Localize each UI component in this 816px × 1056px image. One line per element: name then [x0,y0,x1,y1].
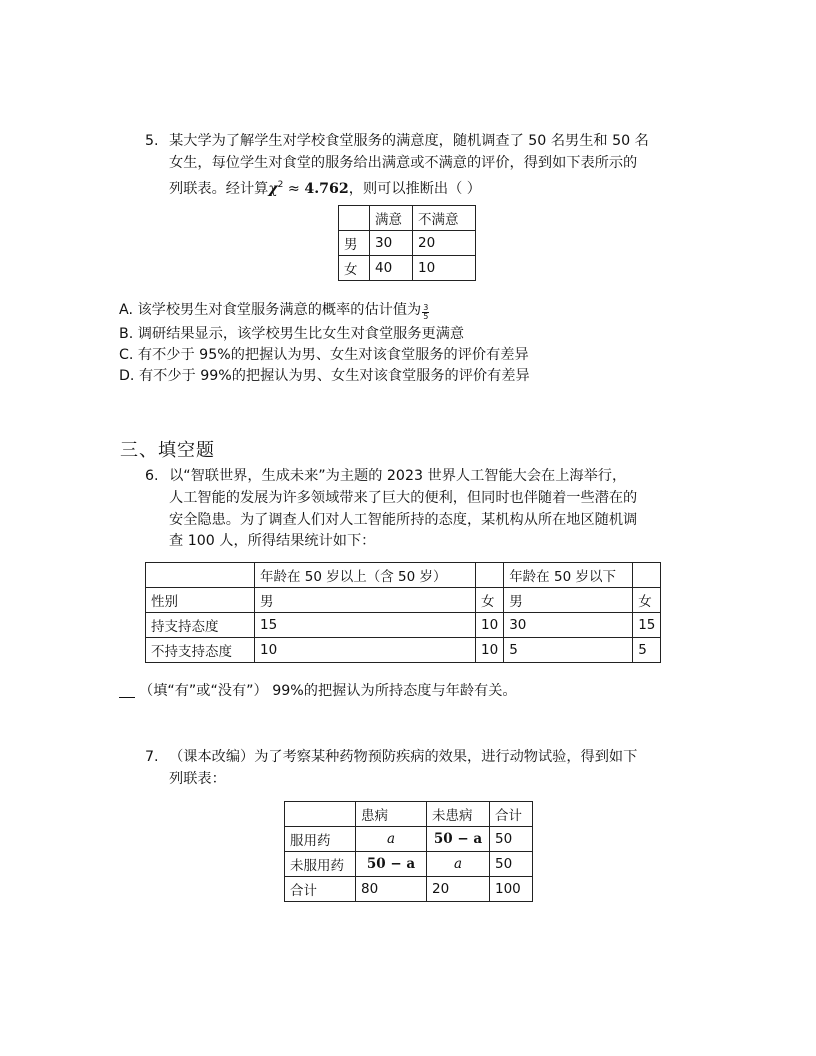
q5-option-c: C. 有不少于 95%的把握认为男、女生对该食堂服务的评价有差异 [119,347,529,363]
q6-answer-line [119,681,517,701]
table-cell: 女 [476,588,504,613]
table-cell: 10 [476,613,504,638]
table-header-cell: 患病 [356,802,427,827]
table-header-cell: 未患病 [427,802,490,827]
table-cell: 5 [504,638,633,663]
table-cell: 20 [427,877,490,902]
table-row [339,256,476,281]
q7-text-1: （课本改编）为了考察某种药物预防疾病的效果，进行动物试验，得到如下 [169,749,638,765]
table-cell [476,563,504,588]
table-row [146,563,661,588]
table-cell: 30 [370,231,413,256]
table-cell: 男 [255,588,476,613]
table-header-cell: 年龄在 50 岁以下 [504,563,633,588]
table-row [339,231,476,256]
q5-text-1: 某大学为了解学生对学校食堂服务的满意度，随机调查了 50 名男生和 50 名 [169,133,649,149]
table-cell: 40 [370,256,413,281]
table-cell: a [427,852,490,877]
q5-stem-line-2: 女生，每位学生对食堂的服务给出满意或不满意的评价，得到如下表所示的 [169,155,638,171]
table-cell [633,563,661,588]
q7-stem-line-1 [145,747,637,767]
table-cell: 女 [633,588,661,613]
q6-stem-line-4: 查 100 人，所得结果统计如下： [169,533,376,549]
table-row [339,206,476,231]
table-cell: 15 [255,613,476,638]
q5-stem-line-1 [145,131,649,151]
approx-sign: ≈ [283,181,305,197]
q5-option-a [119,300,429,321]
fraction-denominator: 5 [423,312,429,321]
table-cell: 100 [490,877,533,902]
q7-stem-line-2: 列联表： [169,771,226,787]
table-cell: 50 − a [427,827,490,852]
q5-number: 5. [145,133,159,149]
q6-stem-line-3: 安全隐患。为了调查人们对人工智能所持的态度，某机构从所在地区随机调 [169,512,638,528]
table-cell: 20 [413,231,476,256]
table-row [146,588,661,613]
table-row-label: 不持支持态度 [146,638,255,663]
q6-number: 6. [145,468,159,484]
table-row [285,877,533,902]
table-cell: 男 [504,588,633,613]
fraction-numerator: 3 [423,303,429,312]
table-row [285,802,533,827]
table-cell: 30 [504,613,633,638]
table-row [285,852,533,877]
table-cell [146,563,255,588]
chi-exponent: 2 [277,180,284,190]
q5-option-b: B. 调研结果显示，该学校男生比女生对食堂服务更满意 [119,326,465,342]
q5-text-3-pre: 列联表。经计算 [169,181,269,197]
table-cell: a [356,827,427,852]
q5-option-d: D. 有不少于 99%的把握认为男、女生对该食堂服务的评价有差异 [119,368,530,384]
q6-stem-line-1 [145,466,626,486]
q5-contingency-table [338,205,476,281]
table-header-cell: 不满意 [413,206,476,231]
table-cell [339,206,370,231]
table-row-label: 未服用药 [285,852,356,877]
table-row-label: 女 [339,256,370,281]
q5-text-3-post: ，则可以推断出（ ） [348,181,481,197]
q7-contingency-table [284,801,533,902]
table-cell: 10 [413,256,476,281]
option-a-text: A. 该学校男生对食堂服务满意的概率的估计值为 [119,302,422,318]
table-row [146,638,661,663]
table-cell: 50 [490,827,533,852]
q6-answer-text: （填“有”或“没有”） 99%的把握认为所持态度与年龄有关。 [139,683,517,699]
q6-survey-table [145,562,661,663]
q6-text-1: 以“智联世界，生成未来”为主题的 2023 世界人工智能大会在上海举行， [169,468,627,484]
table-header-cell: 满意 [370,206,413,231]
table-header-cell: 年龄在 50 岁以上（含 50 岁） [255,563,476,588]
q6-stem-line-2: 人工智能的发展为许多领域带来了巨大的便利，但同时也伴随着一些潜在的 [169,490,638,506]
table-row-label: 性别 [146,588,255,613]
fraction [422,304,429,321]
table-cell: 50 [490,852,533,877]
table-cell: 15 [633,613,661,638]
q5-stem-line-3 [169,175,481,199]
answer-blank[interactable] [119,683,135,698]
table-cell: 10 [255,638,476,663]
table-row-label: 持支持态度 [146,613,255,638]
chi-symbol: χ [268,181,278,197]
chi-value: 4.762 [304,181,349,197]
q7-number: 7. [145,749,159,765]
table-cell: 10 [476,638,504,663]
section-heading: 三、填空题 [120,440,215,461]
table-row-label: 合计 [285,877,356,902]
table-row-label: 男 [339,231,370,256]
table-cell: 5 [633,638,661,663]
table-header-cell: 合计 [490,802,533,827]
table-cell: 50 − a [356,852,427,877]
table-row [146,613,661,638]
table-row [285,827,533,852]
table-cell: 80 [356,877,427,902]
table-row-label: 服用药 [285,827,356,852]
table-cell [285,802,356,827]
